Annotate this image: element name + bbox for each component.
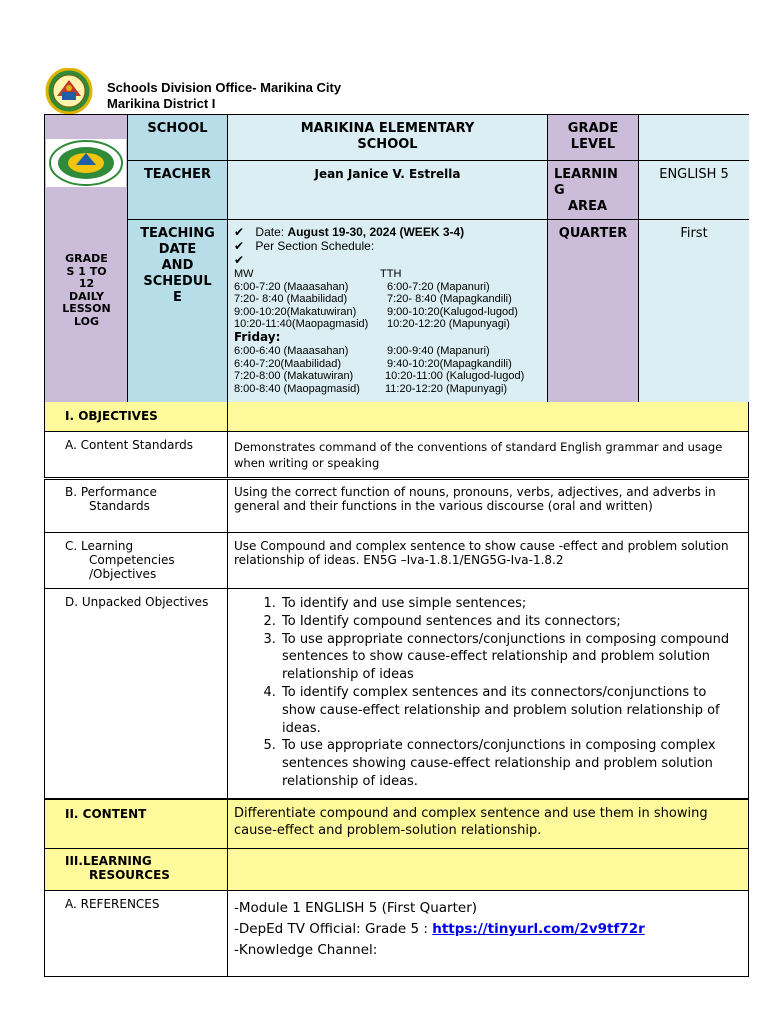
- list-item: 5. To use appropriate connectors/conjunctions in composing complex sentences showing cause-effect relationship and problem solution relationship of ideas.: [280, 737, 738, 790]
- learning-competencies-row: [44, 533, 749, 589]
- header-grid: [44, 114, 749, 402]
- check-mark-icon: ✔: [234, 225, 245, 239]
- quarter-value: First: [680, 226, 708, 241]
- mw-slot: 6:00-7:20 (Maaasahan): [234, 280, 349, 293]
- grade-level-label-cell: GRADE LEVEL: [548, 115, 639, 161]
- unpacked-objectives-label: D. Unpacked Objectives: [45, 589, 228, 798]
- performance-standards-label: B. Performance Standards: [45, 480, 228, 532]
- list-item: 3. To use appropriate connectors/conjunctions in composing compound sentences to show cause-effect relationship and problem solution relationship of ideas: [280, 631, 738, 684]
- unpacked-objectives-row: [44, 589, 749, 799]
- date-value: August 19-30, 2024 (WEEK 3-4): [287, 225, 465, 239]
- quarter-label: QUARTER: [558, 226, 628, 241]
- friday-slot: 9:00-9:40 (Mapanuri): [387, 344, 490, 357]
- content-standards-text: Demonstrates command of the conventions of standard English grammar and usage when writing or speaking: [234, 440, 723, 470]
- dll-side-label-cell: [45, 115, 128, 402]
- school-name-line1: MARIKINA ELEMENTARY: [300, 121, 475, 136]
- mw-slot: 10:20-11:40(Maopagmasid): [234, 318, 369, 331]
- deped-tv-link[interactable]: https://tinyurl.com/2v9tf72r: [432, 921, 645, 937]
- reference-knowledge-channel: -Knowledge Channel:: [234, 942, 378, 958]
- tth-slot: 6:00-7:20 (Mapanuri): [387, 280, 490, 293]
- friday-slot: 6:00-6:40 (Maaasahan): [234, 344, 349, 357]
- learning-resources-heading: III.LEARNING RESOURCES: [45, 849, 228, 890]
- quarter-label-cell: [548, 220, 639, 402]
- references-content: [228, 891, 748, 976]
- learning-resources-heading-blank: [228, 849, 748, 890]
- grade-level-value-cell: [639, 115, 749, 161]
- teacher-label-cell: [128, 161, 228, 220]
- marikina-seal-icon: [46, 139, 126, 187]
- friday-slot: 6:40-7:20(Maabilidad): [234, 357, 342, 370]
- mw-label: MW: [234, 268, 254, 280]
- content-row: [44, 799, 749, 849]
- reference-module: -Module 1 ENGLISH 5 (First Quarter): [234, 900, 478, 916]
- friday-slot: 7:20-8:00 (Makatuwiran): [234, 370, 354, 383]
- schedule-cell: [228, 220, 548, 402]
- tth-slot: 10:20-12:20 (Mapunyagi): [387, 318, 510, 331]
- list-item: 2. To Identify compound sentences and its connectors;: [280, 613, 738, 631]
- objectives-heading-row: [44, 402, 749, 432]
- learning-competencies-label: C. Learning Competencies /Objectives: [45, 533, 228, 588]
- friday-slot: 10:20-11:00 (Kalugod-lugod): [385, 370, 525, 383]
- performance-standards-row: [44, 479, 749, 533]
- references-row: [44, 891, 749, 977]
- content-heading: II. CONTENT: [45, 800, 228, 848]
- learning-competencies-text: Use Compound and complex sentence to show cause -effect and problem solution relationship of ideas. EN5G –Iva-1.8.1/ENG5G-Iva-1.8.2: [234, 539, 729, 567]
- school-label: SCHOOL: [147, 121, 208, 136]
- list-item: 1. To identify and use simple sentences;: [280, 595, 738, 613]
- letterhead: [40, 68, 740, 116]
- check-mark-icon: ✔: [234, 253, 245, 267]
- school-value-cell: [228, 115, 548, 161]
- mw-slot: 7:20- 8:40 (Maabilidad): [234, 293, 348, 306]
- objectives-heading-blank: [228, 402, 748, 431]
- content-standards-row: [44, 432, 749, 478]
- performance-standards-text: Using the correct function of nouns, pronouns, verbs, adjectives, and adverbs in general and their functions in the various discourse (oral and written): [234, 485, 716, 513]
- references-label: A. REFERENCES: [45, 891, 228, 976]
- learning-area-label-cell: LEARNIN G AREA: [548, 161, 639, 220]
- tth-slot: 9:00-10:20(Kalugod-lugod): [387, 305, 518, 318]
- friday-slot: 11:20-12:20 (Mapunyagi): [385, 382, 508, 395]
- reference-deped-tv: -DepEd TV Official: Grade 5 : https://tinyurl.com/2v9tf72r: [234, 921, 645, 937]
- friday-label: Friday:: [234, 329, 281, 344]
- division-seal-icon: [40, 68, 100, 114]
- tth-slot: 7:20- 8:40 (Mapagkandili): [387, 293, 512, 306]
- teacher-value-cell: [228, 161, 548, 220]
- school-label-cell: [128, 115, 228, 161]
- dll-side-label: GRADE S 1 TO 12 DAILY LESSON LOG: [62, 252, 111, 328]
- list-item: 4. To identify complex sentences and its connectors/conjunctions to show cause-effect relationship and problem solution relationship of ideas.: [280, 684, 738, 737]
- teacher-label: TEACHER: [143, 167, 212, 182]
- mw-slot: 9:00-10:20(Makatuwiran): [234, 305, 357, 318]
- date-label: Date:: [255, 225, 285, 239]
- quarter-value-cell: [639, 220, 749, 402]
- teacher-name: Jean Janice V. Estrella: [314, 167, 461, 181]
- unpacked-objectives-list-cell: [228, 589, 748, 798]
- teaching-date-label-cell: TEACHING DATE AND SCHEDUL E: [128, 220, 228, 402]
- friday-slot: 8:00-8:40 (Maopagmasid): [234, 382, 360, 395]
- district-name: Marikina District I: [107, 96, 216, 111]
- tth-label: TTH: [380, 268, 402, 280]
- school-name-line2: SCHOOL: [357, 137, 418, 152]
- learning-resources-heading-row: [44, 849, 749, 891]
- objectives-heading: I. OBJECTIVES: [45, 402, 228, 431]
- content-text: Differentiate compound and complex sentence and use them in showing cause-effect and problem-solution relationship.: [228, 800, 748, 848]
- friday-slot: 9:40-10:20(Mapagkandili): [387, 357, 512, 370]
- learning-area-value: ENGLISH 5: [659, 167, 729, 182]
- content-standards-label: A. Content Standards: [45, 432, 228, 477]
- per-section-label: Per Section Schedule:: [255, 239, 375, 253]
- division-office-name: Schools Division Office- Marikina City: [107, 80, 342, 95]
- unpacked-objectives-list: [228, 589, 748, 791]
- check-mark-icon: ✔: [234, 239, 245, 253]
- learning-area-value-cell: [639, 161, 749, 220]
